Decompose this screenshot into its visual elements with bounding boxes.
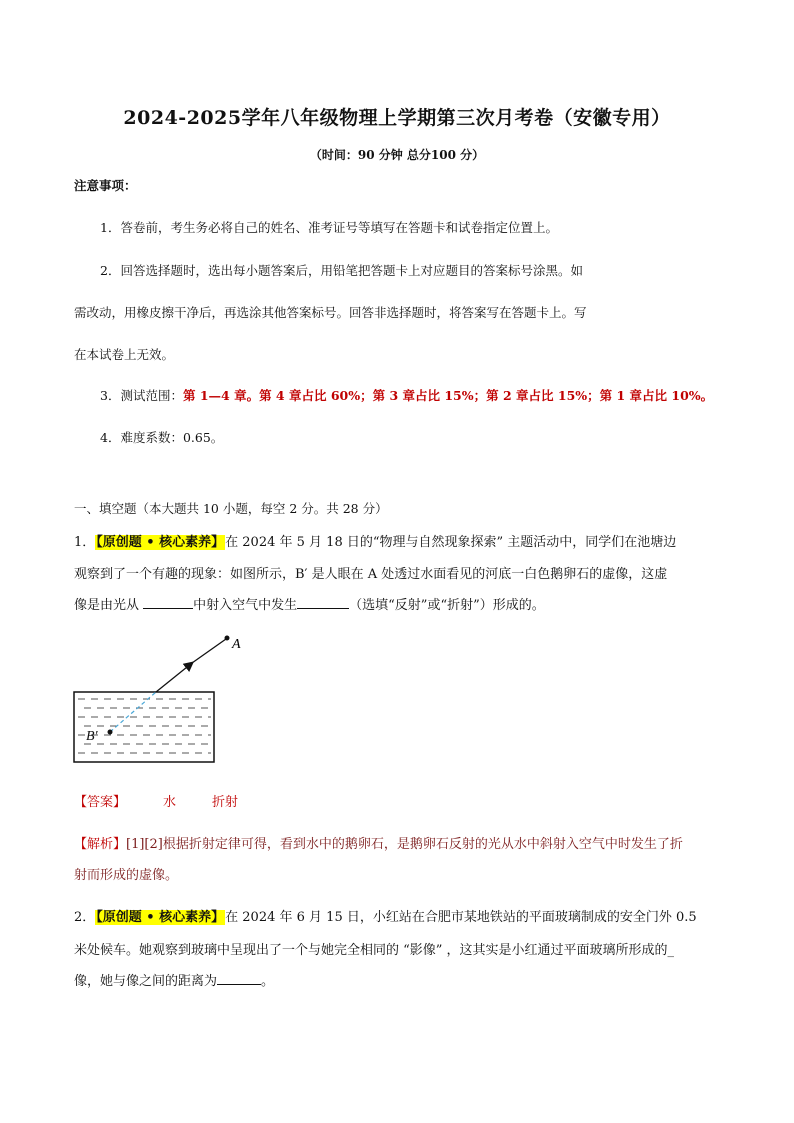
point-a	[225, 636, 230, 641]
answer-blank-2[interactable]	[297, 596, 349, 609]
instruction-2-line-3: 在本试卷上无效。	[74, 347, 175, 362]
analysis-text: [1][2]根据折射定律可得，看到水中的鹅卵石，是鹅卵石反射的光从水中斜射入空气中时发生了折	[126, 837, 683, 852]
question-1-line-2: 观察到了一个有趣的现象：如图所示，B′ 是人眼在 A 处透过水面看见的河底一白色鹅卵石的虚像，这虚	[74, 567, 668, 582]
question-number: 2．	[74, 910, 96, 925]
refracted-ray-line	[192, 639, 226, 663]
answer-2: 折射	[212, 795, 239, 810]
question-1-text: 在 2024 年 5 月 18 日的“物理与自然现象探索” 主题活动中，同学们在池塘边	[225, 535, 677, 550]
instruction-1: 1．答卷前，考生务必将自己的姓名、准考证号等填写在答题卡和试卷指定位置上。	[100, 220, 558, 235]
answer-label: 【答案】	[74, 795, 127, 810]
answer-blank-1[interactable]	[143, 596, 193, 609]
exam-title: 2024-2025学年八年级物理上学期第三次月考卷（安徽专用）	[123, 107, 671, 129]
question-2-line-3-b: 。	[261, 974, 275, 989]
refraction-figure	[70, 630, 250, 770]
analysis-line-1	[74, 833, 683, 852]
question-2-text: 在 2024 年 6 月 15 日，小红站在合肥市某地铁站的平面玻璃制成的安全门外 0.5	[225, 910, 697, 925]
question-2-line-3	[74, 970, 274, 989]
instruction-3-prefix: 3．测试范围：	[100, 388, 183, 403]
point-b-prime	[108, 730, 113, 735]
question-2-line-2: 米处候车。她观察到玻璃中呈现出了一个与她完全相同的 “影像” ，这其实是小红通过平面玻璃所形成的_	[74, 943, 675, 958]
instruction-4: 4．难度系数：0.65。	[100, 430, 224, 445]
label-a: A	[232, 637, 241, 652]
question-number: 1．	[74, 535, 96, 550]
instruction-2-line-1: 2．回答选择题时，选出每小题答案后，用铅笔把答题卡上对应题目的答案标号涂黑。如	[100, 263, 583, 278]
notice-heading: 注意事项：	[74, 178, 137, 193]
refracted-ray-arrow	[156, 663, 192, 692]
question-2-line-1	[74, 906, 697, 925]
question-1-line-1	[74, 531, 676, 550]
answer-blank-3[interactable]	[217, 972, 261, 985]
test-range: 第 1—4 章。第 4 章占比 60%；第 3 章占比 15%；第 2 章占比 15%；第 1 章占比 10%。	[182, 388, 714, 403]
analysis-line-2: 射而形成的虚像。	[74, 868, 179, 883]
answer-1: 水	[163, 795, 177, 810]
analysis-label: 【解析】	[74, 837, 127, 852]
exam-subtitle: （时间：90 分钟 总分100 分）	[309, 148, 485, 162]
question-1-line-3	[74, 594, 545, 613]
question-1-line-3-a: 像是由光从	[74, 598, 144, 613]
question-tag: 【原创题 • 核心素养】	[96, 910, 225, 925]
label-b-prime: B′	[86, 729, 98, 744]
question-1-line-3-c: （选填“反射”或“折射”）形成的。	[349, 598, 545, 613]
instruction-2-line-2: 需改动，用橡皮擦干净后，再选涂其他答案标号。回答非选择题时，将答案写在答题卡上。写	[74, 305, 587, 320]
question-tag: 【原创题 • 核心素养】	[96, 535, 225, 550]
question-1-line-3-b: 中射入空气中发生	[193, 598, 298, 613]
section-1-heading: 一、填空题（本大题共 10 小题，每空 2 分。共 28 分）	[74, 501, 388, 516]
question-2-line-3-a: 像，她与像之间的距离为	[74, 974, 218, 989]
instruction-3	[100, 386, 713, 404]
